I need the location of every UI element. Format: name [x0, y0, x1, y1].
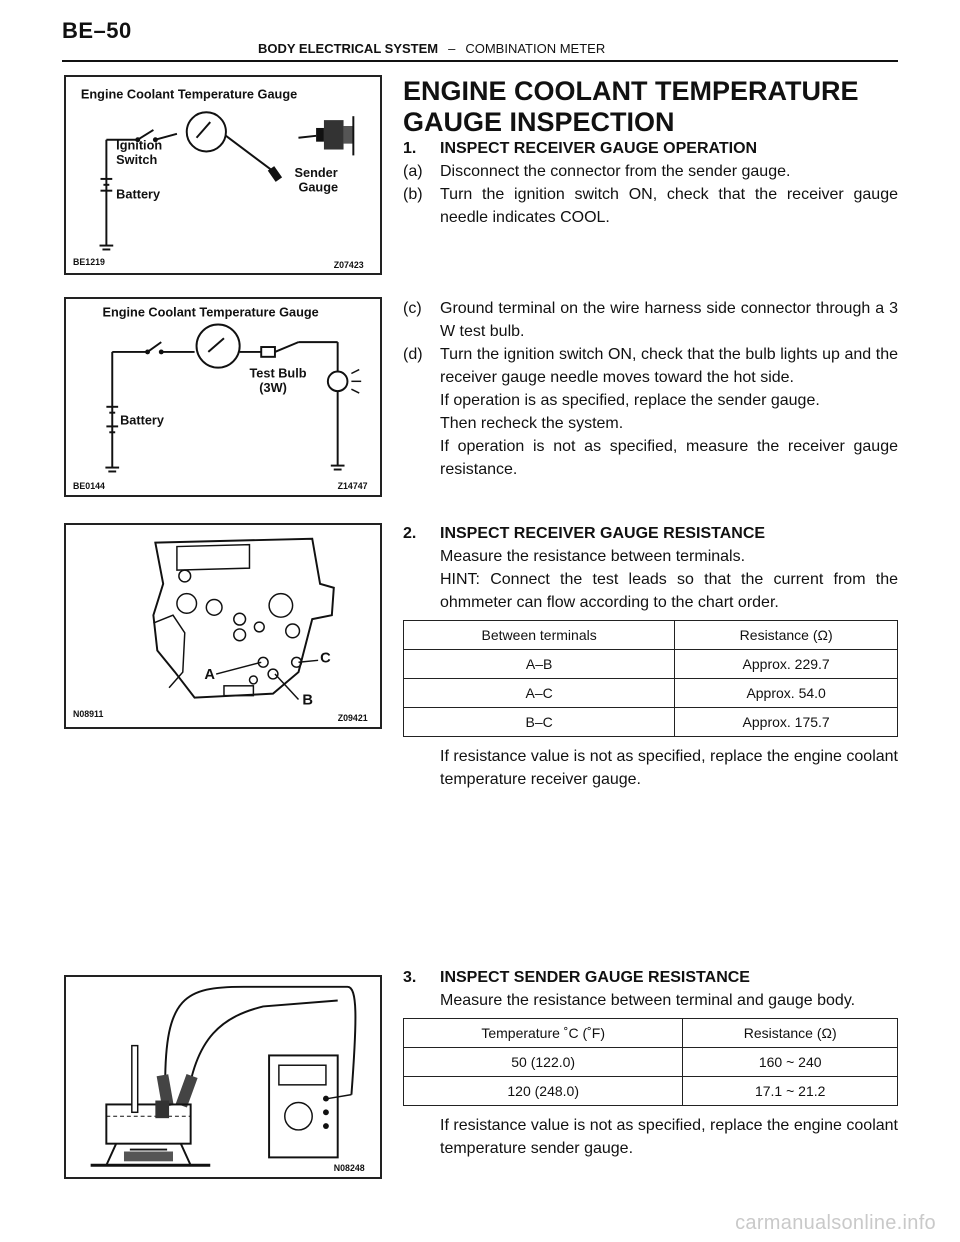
section-receiver-operation	[403, 137, 898, 229]
page-number: BE–50	[62, 18, 132, 43]
step-label: (b)	[403, 186, 423, 203]
label-gauge: Gauge	[298, 179, 339, 195]
table-cell: 120 (248.0)	[404, 1077, 683, 1106]
figure-coolant-gauge-circuit	[64, 75, 382, 275]
receiver-gauge-icon	[187, 112, 226, 151]
section-number: 1.	[403, 140, 417, 157]
step-c	[403, 297, 898, 343]
table-row	[404, 708, 898, 737]
section-receiver-operation-cont	[403, 297, 898, 481]
section-footer: If resistance value is not as specified, replace the engine coolant temperature receiver gauge.	[440, 748, 898, 788]
figure-code-right: Z07423	[333, 260, 364, 271]
section-heading	[403, 966, 898, 989]
table-cell: 50 (122.0)	[404, 1048, 683, 1077]
note-measure-receiver: If operation is not as specified, measure the receiver gauge resistance.	[440, 438, 898, 478]
figure-receiver-gauge-terminals	[64, 523, 382, 729]
note-replace-sender: If operation is as specified, replace the sender gauge.	[440, 392, 820, 409]
note-recheck: Then recheck the system.	[440, 415, 624, 432]
step-text: Ground terminal on the wire harness side connector through a 3 W test bulb.	[440, 300, 898, 340]
label-a: A	[204, 666, 215, 683]
section-title: INSPECT RECEIVER GAUGE RESISTANCE	[440, 525, 766, 542]
figure-test-bulb-circuit	[64, 297, 382, 497]
section-sender-resistance	[403, 966, 898, 1160]
table-header-row	[404, 1019, 898, 1048]
table-cell: 17.1 ~ 21.2	[683, 1077, 898, 1106]
water-container-icon	[106, 1104, 190, 1143]
section-heading	[403, 522, 898, 545]
table-cell: A–B	[404, 650, 675, 679]
label-test-bulb: Test Bulb	[249, 365, 307, 381]
test-bulb-circuit-diagram	[66, 299, 380, 495]
section-intro: Measure the resistance between terminal and gauge body.	[440, 992, 856, 1009]
section-number: 3.	[403, 969, 417, 986]
header-rule	[62, 60, 898, 62]
section-title: INSPECT RECEIVER GAUGE OPERATION	[440, 140, 758, 157]
header-separator: –	[448, 41, 456, 56]
step-label: (c)	[403, 300, 422, 317]
sender-gauge-test-diagram	[66, 977, 380, 1177]
figure-heading: Engine Coolant Temperature Gauge	[80, 86, 298, 102]
figure-code-right: N08248	[333, 1163, 365, 1174]
label-battery: Battery	[120, 412, 164, 428]
step-label: (a)	[403, 163, 423, 180]
table-header-cell: Resistance (Ω)	[675, 621, 898, 650]
table-cell: A–C	[404, 679, 675, 708]
running-header	[258, 41, 605, 56]
section-number: 2.	[403, 525, 417, 542]
sender-gauge-icon	[298, 116, 353, 155]
table-cell: Approx. 54.0	[675, 679, 898, 708]
table-header-cell: Temperature ˚C (˚F)	[404, 1019, 683, 1048]
table-row	[404, 1077, 898, 1106]
section-intro: Measure the resistance between terminals.	[440, 548, 746, 565]
section-heading	[403, 137, 898, 160]
sender-gauge-icon	[155, 1101, 169, 1119]
watermark: carmanualsonline.info	[735, 1212, 936, 1234]
table-header-row	[404, 621, 898, 650]
step-label: (d)	[403, 346, 423, 363]
section-name: BODY ELECTRICAL SYSTEM	[258, 41, 439, 56]
ohmmeter-icon	[269, 1055, 351, 1157]
step-text: Turn the ignition switch ON, check that the bulb lights up and the receiver gauge needle moves toward the hot side.	[440, 346, 898, 386]
table-header-cell: Between terminals	[404, 621, 675, 650]
section-title: INSPECT SENDER GAUGE RESISTANCE	[440, 969, 750, 986]
table-cell: Approx. 175.7	[675, 708, 898, 737]
figure-code-left: N08911	[72, 709, 104, 720]
label-switch: Switch	[116, 152, 158, 168]
figure-code-left: BE0144	[73, 481, 105, 492]
label-battery: Battery	[116, 186, 161, 202]
label-3w: (3W)	[259, 380, 287, 396]
sender-resistance-table	[403, 1018, 898, 1106]
step-a	[403, 160, 898, 183]
step-b	[403, 183, 898, 229]
step-d	[403, 343, 898, 389]
label-ignition: Ignition	[116, 137, 163, 153]
figure-code-right: Z14747	[337, 481, 368, 492]
step-text: Disconnect the connector from the sender gauge.	[440, 163, 791, 180]
figure-sender-gauge-test	[64, 975, 382, 1179]
figure-code-right: Z09421	[337, 713, 368, 724]
test-bulb-icon	[328, 372, 348, 392]
receiver-gauge-icon	[197, 324, 240, 367]
subsection-name: COMBINATION METER	[465, 41, 606, 56]
receiver-resistance-table	[403, 620, 898, 737]
table-row	[404, 650, 898, 679]
figure-heading: Engine Coolant Temperature Gauge	[102, 304, 319, 320]
thermometer-icon	[132, 1046, 138, 1113]
coolant-gauge-circuit-diagram	[66, 77, 380, 273]
table-cell: B–C	[404, 708, 675, 737]
step-text: Turn the ignition switch ON, check that the receiver gauge needle indicates COOL.	[440, 186, 898, 226]
label-c: C	[320, 650, 331, 667]
label-sender: Sender	[294, 164, 338, 180]
table-cell: 160 ~ 240	[683, 1048, 898, 1077]
figure-code-left: BE1219	[73, 257, 105, 268]
label-b: B	[302, 692, 314, 709]
section-footer: If resistance value is not as specified, replace the engine coolant temperature sender gauge.	[440, 1117, 898, 1157]
table-header-cell: Resistance (Ω)	[683, 1019, 898, 1048]
receiver-gauge-terminal-diagram	[66, 525, 380, 727]
table-row	[404, 1048, 898, 1077]
section-hint: HINT: Connect the test leads so that the current from the ohmmeter can flow according to the chart order.	[440, 571, 898, 611]
page-title: ENGINE COOLANT TEMPERATURE GAUGE INSPECTION	[403, 76, 859, 137]
table-row	[404, 679, 898, 708]
section-receiver-resistance	[403, 522, 898, 791]
table-cell: Approx. 229.7	[675, 650, 898, 679]
